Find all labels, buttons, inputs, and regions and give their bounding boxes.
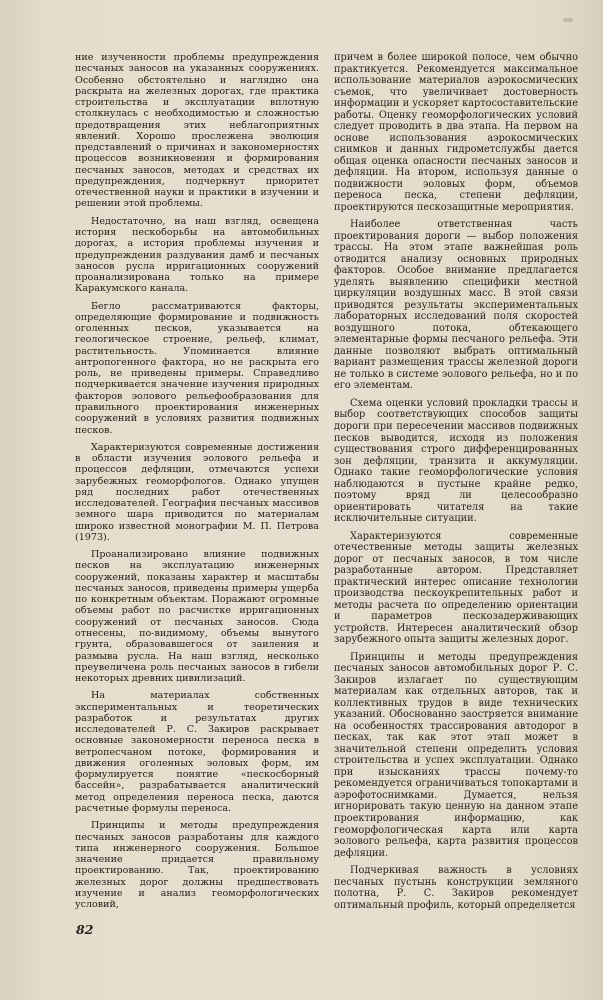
paragraph: Наиболее ответственная часть проектирования дороги — выбор положения трассы. На этом этапе важнейшая роль отводится анализу основных природных факторов. Особое внимание предлагается уделять выявлению специфики местной циркуляции воздушных масс. В этой связи приводятся результаты экспериментальных лабораторных исследований поля скоростей воздушного потока, обтекающего элементарные формы песчаного рельефа. Эти данные позволяют выбрать оптимальный вариант размещения трассы железной дороги не только в системе эолового рельефа, но и по его элементам. bbox=[334, 219, 578, 392]
print-smudge bbox=[563, 18, 573, 22]
paragraph: На материалах собственных экспериментальных и теоретических разработок и результатах других исследователей Р. С. Закиров раскрывает основные закономерности переноса песка в ветропесчаном потоке, формирования и движения оголенных эоловых форм, им формулируется понятие «пескосборный бассейн», разрабатывается аналитический метод определения переноса песка, даются расчетные формулы переноса. bbox=[75, 690, 319, 814]
paragraph: Принципы и методы предупреждения песчаных заносов разработаны для каждого типа инженерного сооружения. Большое значение придается правильному проектированию. Так, проектированию железных дорог должны предшествовать изучение и анализ геоморфологических условий, bbox=[75, 820, 319, 911]
paragraph: Бегло рассматриваются факторы, определяющие формирование и подвижность оголенных песков, указывается на геологическое строение, рельеф, климат, растительность. Упоминается влияние антропогенного фактора, но не раскрыта его роль, не приведены примеры. Справедливо подчеркивается значение изучения природных факторов эолового рельефообразования для правильного проектирования инженерных сооружений в условиях развития подвижных песков. bbox=[75, 300, 319, 436]
right-column bbox=[334, 52, 578, 911]
left-column bbox=[75, 52, 319, 910]
paragraph: Подчеркивая важность в условиях песчаных пустынь конструкции земляного полотна, Р. С. Закиров рекомендует оптимальный профиль, который определяется bbox=[334, 865, 578, 911]
paragraph: Характеризуются современные отечественные методы защиты железных дорог от песчаных заносов, в том числе разработанные автором. Представляет практический интерес описание технологии производства пескоукрепительных работ и методы расчета по определению ориентации и параметров пескозадерживающих устройств. Интересен аналитический обзор зарубежного опыта защиты железных дорог. bbox=[334, 530, 578, 646]
paragraph: Недостаточно, на наш взгляд, освещена история пескоборьбы на автомобильных дорогах, а история проблемы изучения и предупреждения раздувания дамб и песчаных заносов русла ирригационных сооружений проанализирована только на примере Каракумского канала. bbox=[75, 215, 319, 295]
paragraph: Принципы и методы предупреждения песчаных заносов автомобильных дорог Р. С. Закиров излагает по существующим материалам как отдельных авторов, так и коллективных трудов в виде технических указаний. Обоснованно заостряется внимание на особенностях трассирования автодорог в песках, так как этот этап может в значительной степени определить условия строительства и успех эксплуатации. Однако при изысканиях трассы почему-то рекомендуется ограничиваться топокартами и аэрофотоснимками. Думается, нельзя игнорировать такую ценную на данном этапе проектирования информацию, как геоморфологическая карта или карта эолового рельефа, карта развития процессов дефляции. bbox=[334, 651, 578, 859]
paragraph: Проанализировано влияние подвижных песков на эксплуатацию инженерных сооружений, показаны характер и масштабы песчаных заносов, приведены примеры ущерба по конкретным объектам. Поражают огромные объемы работ по расчистке ирригационных сооружений от песчаных заносов. Сюда отнесены, по-видимому, объемы вынутого грунта, образовавшегося от заиления и размыва русла. На наш взгляд, несколько преувеличена роль песчаных заносов в гибели некоторых древних цивилизаций. bbox=[75, 549, 319, 685]
page-number: 82 bbox=[76, 922, 94, 937]
paragraph: Схема оценки условий прокладки трассы и выбор соответствующих способов защиты дороги при пересечении массивов подвижных песков выводится, исходя из положения существования строго дифференцированных зон дефляции, транзита и аккумуляции. Однако такие геоморфологические условия наблюдаются в пустыне крайне редко, поэтому вряд ли целесообразно ориентировать читателя на такие исключительные ситуации. bbox=[334, 397, 578, 525]
paragraph: Характеризуются современные достижения в области изучения эолового рельефа и процессов дефляции, отмечаются успехи зарубежных геоморфологов. Однако упущен ряд последних работ отечественных исследователей. География песчаных массивов земного шара приводится по материалам широко известной монографии М. П. Петрова (1973). bbox=[75, 441, 319, 543]
paragraph: причем в более широкой полосе, чем обычно практикуется. Рекомендуется максимальное использование материалов аэрокосмических съемок, что увеличивает достоверность информации и ускоряет картосоставительские работы. Оценку геоморфологических условий следует проводить в два этапа. На первом на основе использования аэрокосмических снимков и данных гидрометслужбы дается общая оценка опасности песчаных заносов и дефляции. На втором, используя данные о подвижности эоловых форм, объемов переноса песка, степени дефляции, проектируются пескозащитные мероприятия. bbox=[334, 52, 578, 213]
paragraph: ние изученности проблемы предупреждения песчаных заносов на указанных сооружениях. Особенно обстоятельно и наглядно она раскрыта на железных дорогах, где практика строительства и эксплуатации вплотную столкнулась с необходимостью и сложностью предотвращения этих неблагоприятных явлений. Хорошо прослежена эволюция представлений о причинах и закономерностях процессов возникновения и формирования песчаных заносов, методах и средствах их предупреждения, подчеркнут приоритет отечественной науки и практики в изучении и решении этой проблемы. bbox=[75, 52, 319, 210]
